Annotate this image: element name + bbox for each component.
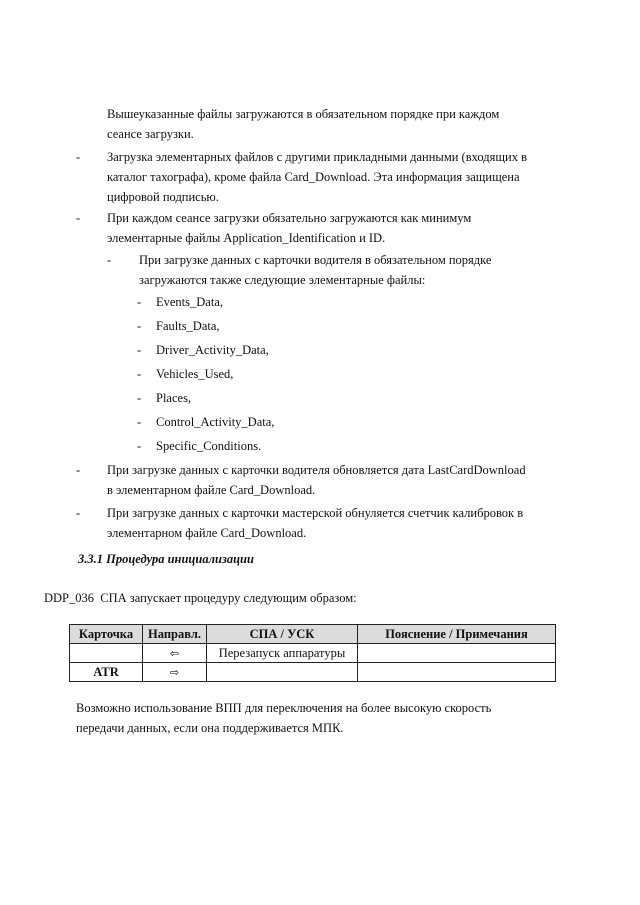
bullet-dash: - <box>137 319 142 333</box>
table-cell: ATR <box>70 663 143 682</box>
text-line: передачи данных, если она поддерживается МПК. <box>76 721 344 735</box>
list-item: Faults_Data, <box>156 319 220 333</box>
text-line: сеансе загрузки. <box>107 127 194 141</box>
bullet-dash: - <box>76 150 81 164</box>
list-item: Places, <box>156 391 192 405</box>
list-item: Specific_Conditions. <box>156 439 262 453</box>
paragraph-minimum-files <box>107 208 471 248</box>
requirement-text: СПА запускает процедуру следующим образом: <box>100 591 357 605</box>
bullet-dash: - <box>137 439 142 453</box>
header-vu-ids: СПА / УСК <box>207 625 358 644</box>
list-item: Events_Data, <box>156 295 223 309</box>
text-line: Возможно использование ВПП для переключения на более высокую скорость <box>76 701 492 715</box>
bullet-dash: - <box>137 391 142 405</box>
text-line: Загрузка элементарных файлов с другими прикладными данными (входящих в <box>107 150 527 164</box>
table-cell: Перезапуск аппаратуры <box>207 644 358 663</box>
bullet-dash: - <box>107 253 112 267</box>
text-line: в элементарном файле Card_Download. <box>107 483 316 497</box>
paragraph-closing <box>76 698 491 738</box>
bullet-dash: - <box>137 343 142 357</box>
text-line: каталог тахографа), кроме файла Card_Download. Эта информация защищена <box>107 170 520 184</box>
table-row <box>70 644 556 663</box>
text-line: При каждом сеансе загрузки обязательно загружаются как минимум <box>107 211 472 225</box>
list-item: Control_Activity_Data, <box>156 415 275 429</box>
list-item: Driver_Activity_Data, <box>156 343 269 357</box>
paragraph-workshop-card <box>107 503 523 543</box>
text-line: элементарном файле Card_Download. <box>107 526 307 540</box>
text-line: цифровой подписью. <box>107 190 219 204</box>
bullet-dash: - <box>76 211 81 225</box>
list-item: Vehicles_Used, <box>156 367 234 381</box>
table-row <box>70 663 556 682</box>
bullet-dash: - <box>137 295 142 309</box>
bullet-dash: - <box>76 463 81 477</box>
procedure-table <box>69 624 556 682</box>
table-cell <box>358 663 556 682</box>
bullet-dash: - <box>137 415 142 429</box>
paragraph-last-card-download <box>107 460 526 500</box>
text-line: При загрузке данных с карточки мастерской обнуляется счетчик калибровок в <box>107 506 524 520</box>
table-cell <box>358 644 556 663</box>
requirement-id: DDP_036 <box>44 591 95 605</box>
text-line: загружаются также следующие элементарные файлы: <box>139 273 426 287</box>
requirement-line <box>44 588 357 608</box>
paragraph-elementary-files <box>107 147 527 207</box>
section-heading: 3.3.1 Процедура инициализации <box>78 552 254 566</box>
arrow-right-icon: ⇨ <box>143 663 207 682</box>
table-cell <box>70 644 143 663</box>
table-header-row <box>70 625 556 644</box>
header-card: Карточка <box>70 625 143 644</box>
bullet-dash: - <box>76 506 81 520</box>
arrow-left-icon: ⇦ <box>143 644 207 663</box>
text-line: При загрузке данных с карточки водителя обновляется дата LastCardDownload <box>107 463 526 477</box>
header-direction: Направл. <box>143 625 207 644</box>
bullet-dash: - <box>137 367 142 381</box>
text-line: Вышеуказанные файлы загружаются в обязательном порядке при каждом <box>107 107 500 121</box>
text-line: элементарные файлы Application_Identification и ID. <box>107 231 386 245</box>
paragraph-files-mandatory <box>107 104 499 144</box>
header-notes: Пояснение / Примечания <box>358 625 556 644</box>
text-line: При загрузке данных с карточки водителя в обязательном порядке <box>139 253 492 267</box>
table-cell <box>207 663 358 682</box>
paragraph-driver-card-files <box>139 250 491 290</box>
